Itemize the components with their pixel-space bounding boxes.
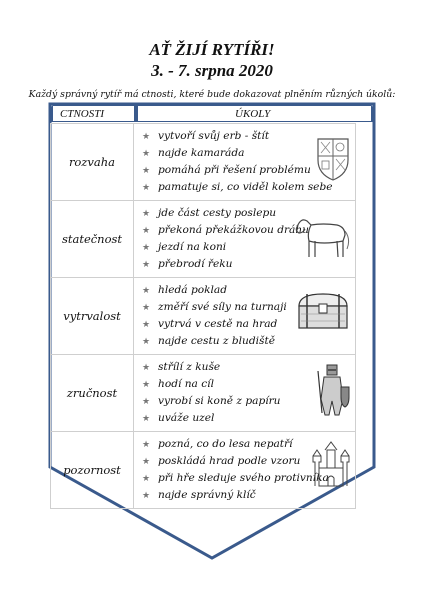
header-virtues: CTNOSTI xyxy=(60,108,105,120)
virtues-table xyxy=(50,123,356,509)
castle-icon xyxy=(311,440,351,488)
list-item: ★ pozná, co do lesa nepatří xyxy=(142,436,355,453)
virtue-cell: zručnost xyxy=(51,355,134,432)
event-dates: 3. - 7. srpna 2020 xyxy=(151,61,273,80)
star-icon: ★ xyxy=(142,380,151,390)
virtue-cell: vytrvalost xyxy=(51,278,134,355)
list-item: ★ změří své síly na turnaji xyxy=(142,299,355,316)
star-icon: ★ xyxy=(142,397,151,407)
star-icon: ★ xyxy=(142,226,151,236)
list-item: ★ vytvoří svůj erb - štít xyxy=(142,128,355,145)
list-item: ★ hledá poklad xyxy=(142,282,355,299)
star-icon: ★ xyxy=(142,132,151,142)
star-icon: ★ xyxy=(142,183,151,193)
list-item: ★ střílí z kuše xyxy=(142,359,355,376)
star-icon: ★ xyxy=(142,337,151,347)
list-item: ★ vytrvá v cestě na hrad xyxy=(142,316,355,333)
list-item: ★ najde kamaráda xyxy=(142,145,355,162)
star-icon: ★ xyxy=(142,491,151,501)
tasks-cell xyxy=(134,278,356,355)
table-row xyxy=(51,201,356,278)
knight-icon xyxy=(315,361,351,417)
list-item: ★ při hře sleduje svého protivníka xyxy=(142,470,355,487)
list-item: ★ najde správný klíč xyxy=(142,487,355,504)
list-item: ★ uváže uzel xyxy=(142,410,355,427)
star-icon: ★ xyxy=(142,320,151,330)
list-item: ★ poskládá hrad podle vzoru xyxy=(142,453,355,470)
list-item: ★ pamatuje si, co viděl kolem sebe xyxy=(142,179,355,196)
table-row xyxy=(51,355,356,432)
list-item: ★ přebrodí řeku xyxy=(142,256,355,273)
star-icon: ★ xyxy=(142,474,151,484)
star-icon: ★ xyxy=(142,209,151,219)
star-icon: ★ xyxy=(142,303,151,313)
list-item: ★ překoná překážkovou dráhu xyxy=(142,222,355,239)
virtue-cell: rozvaha xyxy=(51,124,134,201)
list-item: ★ najde cestu z bludiště xyxy=(142,333,355,350)
tasks-cell xyxy=(134,201,356,278)
shield-icon xyxy=(315,136,351,182)
header-tasks: ÚKOLY xyxy=(235,108,271,120)
list-item: ★ jde část cesty poslepu xyxy=(142,205,355,222)
star-icon: ★ xyxy=(142,286,151,296)
star-icon: ★ xyxy=(142,457,151,467)
table-row xyxy=(51,432,356,509)
star-icon: ★ xyxy=(142,166,151,176)
tasks-cell xyxy=(134,124,356,201)
list-item: ★ vyrobí si koně z papíru xyxy=(142,393,355,410)
table-row xyxy=(51,278,356,355)
star-icon: ★ xyxy=(142,149,151,159)
intro-text: Každý správný rytíř má ctnosti, které bude dokazovat plněním různých úkolů: xyxy=(28,89,396,100)
list-item: ★ hodí na cíl xyxy=(142,376,355,393)
star-icon: ★ xyxy=(142,440,151,450)
star-icon: ★ xyxy=(142,363,151,373)
virtue-cell: pozornost xyxy=(51,432,134,509)
table-row xyxy=(51,124,356,201)
tasks-cell xyxy=(134,355,356,432)
list-item: ★ pomáhá při řešení problému xyxy=(142,162,355,179)
tasks-cell xyxy=(134,432,356,509)
treasure-chest-icon xyxy=(295,290,351,330)
star-icon: ★ xyxy=(142,260,151,270)
horse-icon xyxy=(293,211,351,259)
star-icon: ★ xyxy=(142,243,151,253)
star-icon: ★ xyxy=(142,414,151,424)
list-item: ★ jezdí na koni xyxy=(142,239,355,256)
virtue-cell: statečnost xyxy=(51,201,134,278)
page-title: AŤ ŽIJÍ RYTÍŘI! xyxy=(149,40,275,59)
